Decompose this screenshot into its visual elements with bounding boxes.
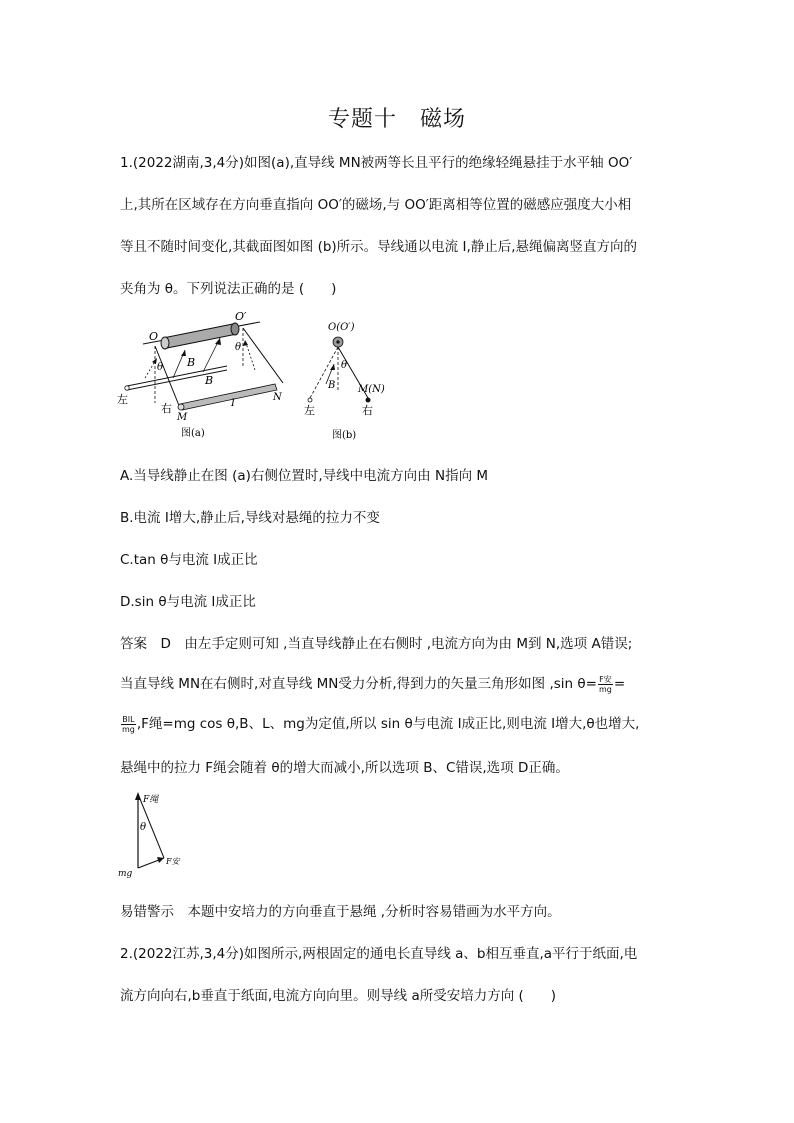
label-theta: θ: [140, 822, 147, 833]
fraction-f-over-mg: $\frac{\text{F安}}{mg}$: [598, 674, 612, 694]
label-m: M: [177, 412, 188, 423]
q1-stem-line-2: 上,其所在区域存在方向垂直指向 OO′的磁场,与 OO′距离相等位置的磁感应强度大小相: [120, 197, 632, 213]
answer-line-2-text: 当直导线 MN在右侧时,对直导线 MN受力分析,得到力的矢量三角形如图 ,sin θ=: [120, 676, 597, 692]
q1-stem-line-3: 等且不随时间变化,其截面图如图 (b)所示。导线通以电流 I,静止后,悬绳偏离竖直方向的: [120, 239, 638, 255]
label-o-oprime: O(O′): [328, 322, 355, 333]
force-triangle: [116, 788, 196, 880]
option-c: C.tan θ与电流 I成正比: [120, 552, 258, 568]
page-title: 专题十 磁场: [327, 107, 466, 132]
error-warning: 易错警示 本题中安培力的方向垂直于悬绳 ,分析时容易错画为水平方向。: [120, 904, 561, 920]
label-n: N: [273, 392, 282, 403]
answer-line-1: 答案 D 由左手定则可知 ,当直导线静止在右侧时 ,电流方向为由 M到 N,选项 A错误;: [120, 636, 633, 652]
rope-right: [243, 328, 283, 383]
label-mn: M(N): [358, 384, 385, 395]
label-left: 左: [304, 404, 315, 417]
label-right: 右: [362, 404, 373, 417]
option-b: B.电流 I增大,静止后,导线对悬绳的拉力不变: [120, 510, 380, 526]
label-o: O: [149, 330, 159, 343]
figure-a-caption: 图(a): [181, 428, 205, 439]
option-d: D.sin θ与电流 I成正比: [120, 594, 256, 610]
label-right: 右: [161, 402, 172, 415]
label-i: I: [231, 398, 235, 409]
q2-stem-line-1: 2.(2022江苏,3,4分)如图所示,两根固定的通电长直导线 a、b相互垂直,a平行于纸面,电: [120, 946, 638, 962]
rope-left: [155, 346, 180, 408]
answer-line-4: 悬绳中的拉力 F绳会随着 θ的增大而减小,所以选项 B、C错误,选项 D正确。: [120, 760, 569, 776]
figure-b: [296, 312, 396, 448]
figure-b-caption: 图(b): [332, 430, 357, 441]
label-b-1: B: [187, 356, 196, 369]
q2-stem-line-2: 流方向向右,b垂直于纸面,电流方向向里。则导线 a所受安培力方向 ( ): [120, 988, 557, 1004]
axis-cylinder: [161, 323, 239, 349]
label-left: 左: [117, 393, 128, 406]
label-f-rope: F绳: [143, 795, 159, 805]
label-theta: θ: [341, 360, 348, 371]
label-theta-left: θ: [157, 362, 164, 373]
figure-a: [115, 308, 295, 448]
label-theta-right: θ: [235, 342, 242, 353]
label-b: B: [328, 380, 336, 391]
label-b-2: B: [205, 374, 214, 387]
q1-stem-line-4: 夹角为 θ。下列说法正确的是 ( ): [120, 281, 337, 297]
option-a: A.当导线静止在图 (a)右侧位置时,导线中电流方向由 N指向 M: [120, 468, 489, 484]
answer-line-3-text: ,F绳=mg cos θ,B、L、mg为定值,所以 sin θ与电流 I成正比,则电流 I增大,θ也增大,: [136, 716, 640, 732]
answer-line-2: [120, 672, 625, 694]
label-mg: mg: [118, 869, 133, 879]
answer-line-3: [120, 712, 639, 734]
wire-mn: [178, 384, 277, 410]
q1-stem-line-1: 1.(2022湖南,3,4分)如图(a),直导线 MN被两等长且平行的绝缘轻绳悬挂于水平轴 OO′: [120, 155, 633, 171]
label-f-an: F安: [166, 857, 180, 866]
fraction-bil-over-mg: $\frac{\text{BIL}}{mg}$: [122, 714, 135, 734]
equals-sign: =: [613, 676, 626, 692]
wire-cross-section: [366, 398, 371, 403]
label-o-prime: O′: [235, 310, 247, 323]
